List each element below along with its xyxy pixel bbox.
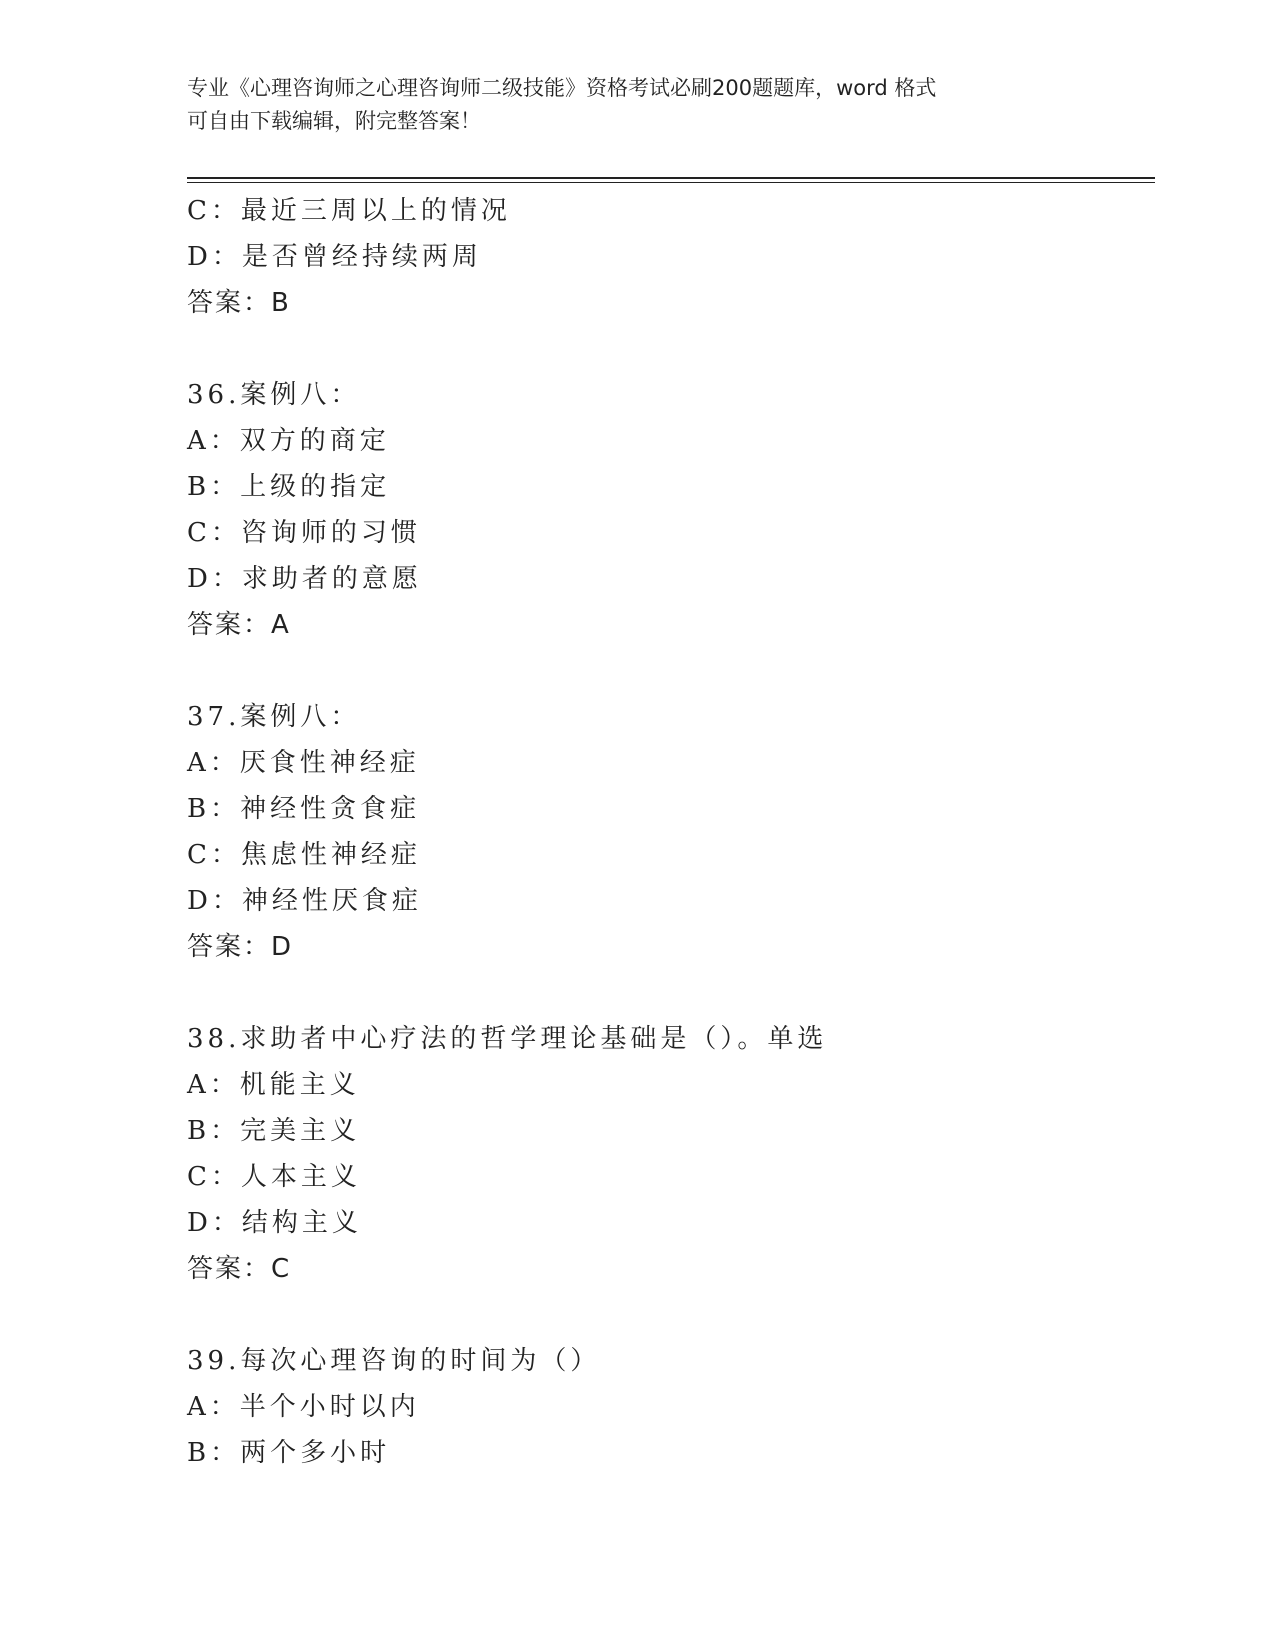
question-item-37: [187, 694, 1155, 970]
question-spacer: [187, 970, 1155, 1016]
answer-line: 答案：B: [187, 288, 291, 318]
option-a: A：机能主义: [187, 1070, 360, 1100]
option-b: B：完美主义: [187, 1116, 361, 1146]
header-title-line-2: 可自由下载编辑，附完整答案！: [187, 109, 481, 133]
header-divider-thin: [187, 182, 1155, 183]
option-d: D：神经性厌食症: [187, 886, 422, 916]
header-divider-thick: [187, 177, 1155, 179]
option-c: C：焦虑性神经症: [187, 840, 421, 870]
option-b: B：神经性贪食症: [187, 794, 421, 824]
option-b: B：两个多小时: [187, 1438, 391, 1468]
question-item-partial: [187, 188, 1155, 326]
question-spacer: [187, 1292, 1155, 1338]
question-spacer: [187, 326, 1155, 372]
answer-line: 答案：C: [187, 1254, 292, 1284]
option-a: A：双方的商定: [187, 426, 390, 456]
option-d: D：结构主义: [187, 1208, 362, 1238]
question-stem: 39.每次心理咨询的时间为（）: [187, 1346, 601, 1376]
option-d: D：是否曾经持续两周: [187, 242, 482, 272]
answer-line: 答案：D: [187, 932, 294, 962]
question-stem: 38.求助者中心疗法的哲学理论基础是（）。单选: [187, 1024, 828, 1054]
option-b: B：上级的指定: [187, 472, 391, 502]
option-d: D：求助者的意愿: [187, 564, 422, 594]
option-a: A：半个小时以内: [187, 1392, 420, 1422]
question-item-36: [187, 372, 1155, 648]
question-list: [187, 188, 1155, 1476]
option-a: A：厌食性神经症: [187, 748, 420, 778]
question-stem: 36.案例八：: [187, 380, 361, 410]
document-header: [187, 72, 1087, 138]
question-stem: 37.案例八：: [187, 702, 361, 732]
question-item-38: [187, 1016, 1155, 1292]
option-c: C：咨询师的习惯: [187, 518, 421, 548]
question-spacer: [187, 648, 1155, 694]
question-item-39: [187, 1338, 1155, 1476]
option-c: C：人本主义: [187, 1162, 361, 1192]
option-c: C：最近三周以上的情况: [187, 196, 511, 226]
answer-line: 答案：A: [187, 610, 291, 640]
header-title-line-1: 专业《心理咨询师之心理咨询师二级技能》资格考试必刷200题题库，word 格式: [187, 76, 937, 100]
